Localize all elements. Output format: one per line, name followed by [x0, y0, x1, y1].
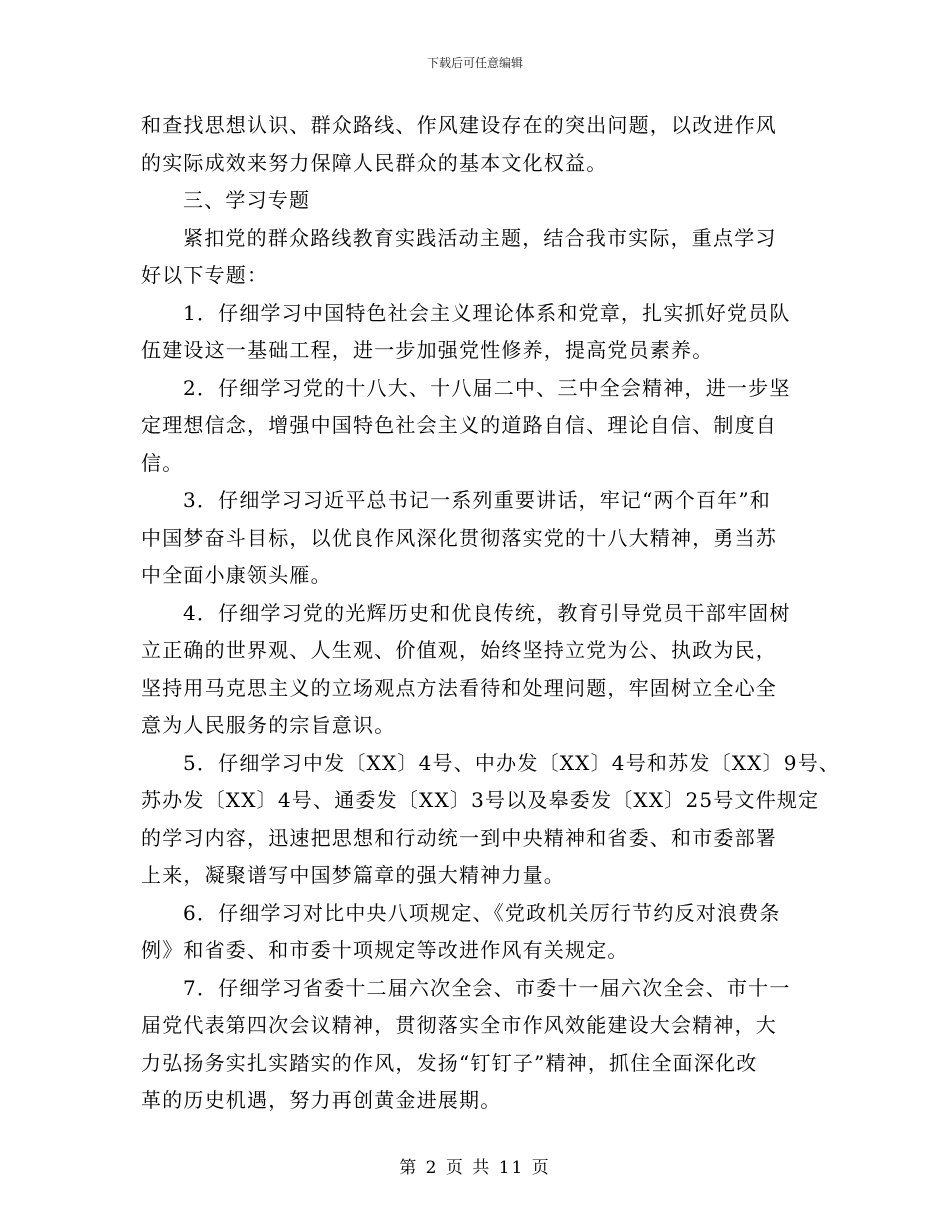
text-line: 中国梦奋斗目标，以优良作风深化贯彻落实党的十八大精神，勇当苏: [141, 525, 777, 550]
text-line: 3．仔细学习习近平总书记一系列重要讲话，牢记“两个百年”和: [183, 488, 771, 512]
text-line: 坚持用马克思主义的立场观点方法看待和处理问题，牢固树立全心全: [141, 675, 777, 700]
text-line: 和查找思想认识、群众路线、作风建设存在的突出问题，以改进作风: [141, 113, 777, 137]
text-line: 定理想信念，增强中国特色社会主义的道路自信、理论自信、制度自: [141, 413, 777, 437]
text-line: 紧扣党的群众路线教育实践活动主题，结合我市实际，重点学习: [183, 225, 777, 250]
text-line: 信。: [141, 450, 184, 475]
text-line: 意为人民服务的宗旨意识。: [141, 713, 396, 737]
text-line: 力弘扬务实扎实踏实的作风，发扬“钉钉子”精神，抓住全面深化改: [141, 1050, 758, 1075]
text-line: 届党代表第四次会议精神，贯彻落实全市作风效能建设大会精神，大: [141, 1013, 777, 1037]
text-line: 6．仔细学习对比中央八项规定、《党政机关厉行节约反对浪费条: [183, 900, 781, 925]
text-line: 好以下专题：: [141, 263, 269, 287]
text-line: 苏办发〔XX〕4号、通委发〔XX〕3号以及皋委发〔XX〕25号文件规定: [141, 788, 820, 812]
text-line: 立正确的世界观、人生观、价值观，始终坚持立党为公、执政为民，: [141, 638, 777, 662]
text-line: 伍建设这一基础工程，进一步加强党性修养，提高党员素养。: [141, 338, 714, 362]
section-heading: 三、学习专题: [183, 188, 311, 212]
text-line: 的学习内容，迅速把思想和行动统一到中央精神和省委、和市委部署: [141, 825, 777, 850]
page-footer: 第 2 页 共 11 页: [399, 1158, 551, 1178]
text-line: 1．仔细学习中国特色社会主义理论体系和党章，扎实抓好党员队: [183, 300, 791, 325]
text-line: 革的历史机遇，努力再创黄金进展期。: [141, 1088, 502, 1112]
text-line: 中全面小康领头雁。: [141, 563, 332, 587]
text-line: 例》和省委、和市委十项规定等改进作风有关规定。: [141, 938, 629, 962]
document-body: [141, 107, 841, 1120]
text-line: 4．仔细学习党的光辉历史和优良传统，教育引导党员干部牢固树: [183, 600, 791, 625]
page-header: 下载后可任意编辑: [426, 56, 523, 70]
text-line: 2．仔细学习党的十八大、十八届二中、三中全会精神，进一步坚: [183, 375, 791, 400]
text-line: 7．仔细学习省委十二届六次全会、市委十一届六次全会、市十一: [183, 975, 791, 1000]
text-line: 5．仔细学习中发〔XX〕4号、中办发〔XX〕4号和苏发〔XX〕9号、: [183, 750, 841, 775]
text-line: 上来，凝聚谱写中国梦篇章的强大精神力量。: [141, 863, 565, 887]
text-line: 的实际成效来努力保障人民群众的基本文化权益。: [141, 150, 608, 175]
